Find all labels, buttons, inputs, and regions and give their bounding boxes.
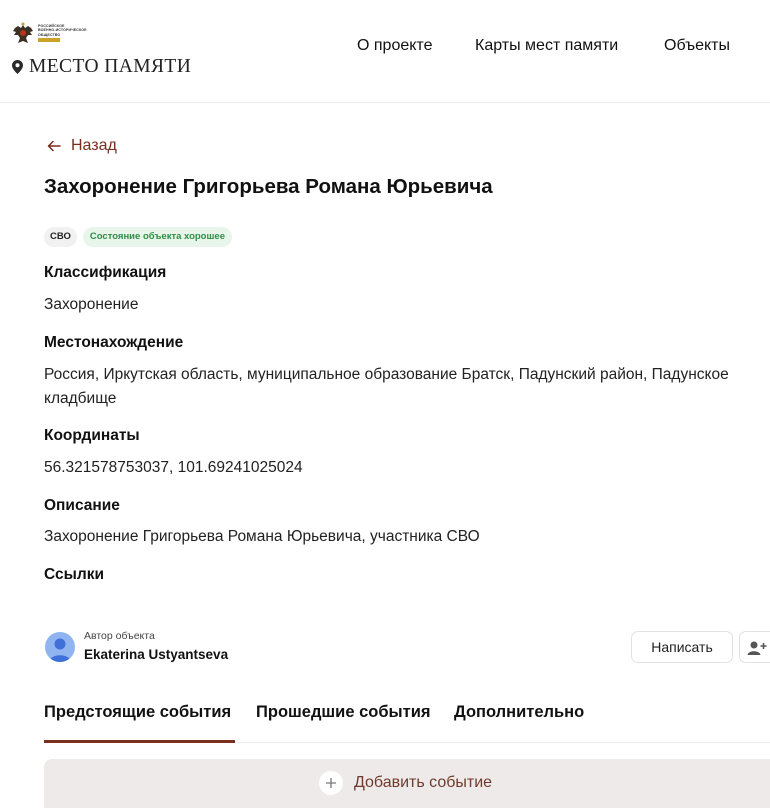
add-user-button[interactable] — [739, 631, 770, 663]
tab-past-events[interactable]: Прошедшие события — [256, 703, 431, 721]
description-label: Описание — [44, 497, 120, 514]
badges — [44, 227, 232, 247]
coordinates-label: Координаты — [44, 427, 140, 444]
author-name[interactable]: Ekaterina Ustyantseva — [84, 647, 229, 662]
nav-objects[interactable]: Объекты — [664, 37, 730, 54]
org-name — [38, 22, 87, 42]
location-label: Местонахождение — [44, 334, 184, 351]
page-title: Захоронение Григорьева Романа Юрьевича — [44, 175, 493, 198]
site-header — [0, 0, 770, 103]
write-message-button[interactable]: Написать — [631, 631, 733, 663]
map-pin-icon — [12, 60, 23, 74]
location-value: Россия, Иркутская область, муниципальное образование Братск, Падунский район, Падунское кладбище — [44, 366, 729, 407]
nav-about[interactable]: О проекте — [357, 37, 433, 54]
site-name: МЕСТО ПАМЯТИ — [29, 56, 192, 77]
back-link[interactable] — [47, 137, 117, 155]
status-badge: Состояние объекта хорошее — [83, 227, 232, 247]
site-name-row — [12, 56, 191, 78]
tab-additional[interactable]: Дополнительно — [454, 703, 585, 721]
description-value: Захоронение Григорьева Романа Юрьевича, участника СВО — [44, 528, 480, 545]
active-tab-indicator — [44, 740, 235, 743]
add-user-icon — [747, 640, 767, 656]
nav-memory-maps[interactable]: Карты мест памяти — [475, 37, 619, 54]
tab-upcoming-events[interactable]: Предстоящие события — [44, 703, 232, 721]
back-label: Назад — [71, 137, 117, 154]
category-badge: СВО — [44, 227, 77, 247]
add-event-button[interactable] — [44, 759, 770, 808]
org-name-line: ВОЕННО-ИСТОРИЧЕСКОЕ — [38, 28, 87, 33]
add-event-content — [319, 771, 492, 795]
plus-icon — [319, 771, 343, 795]
org-name-line: РОССИЙСКОЕ — [38, 24, 65, 28]
classification-label: Классификация — [44, 264, 167, 281]
classification-value: Захоронение — [44, 296, 139, 313]
avatar[interactable] — [45, 632, 75, 662]
coordinates-value: 56.321578753037, 101.69241025024 — [44, 459, 303, 476]
author-caption: Автор объекта — [84, 630, 155, 642]
user-avatar-icon — [45, 632, 75, 662]
org-name-line: ОБЩЕСТВО — [38, 32, 61, 37]
links-label: Ссылки — [44, 566, 104, 583]
org-badge — [38, 38, 60, 42]
logo[interactable] — [12, 22, 192, 77]
arrow-left-icon — [47, 140, 61, 152]
org-emblem-row — [12, 22, 87, 46]
double-headed-eagle-icon — [12, 22, 34, 46]
add-event-label: Добавить событие — [354, 774, 493, 791]
